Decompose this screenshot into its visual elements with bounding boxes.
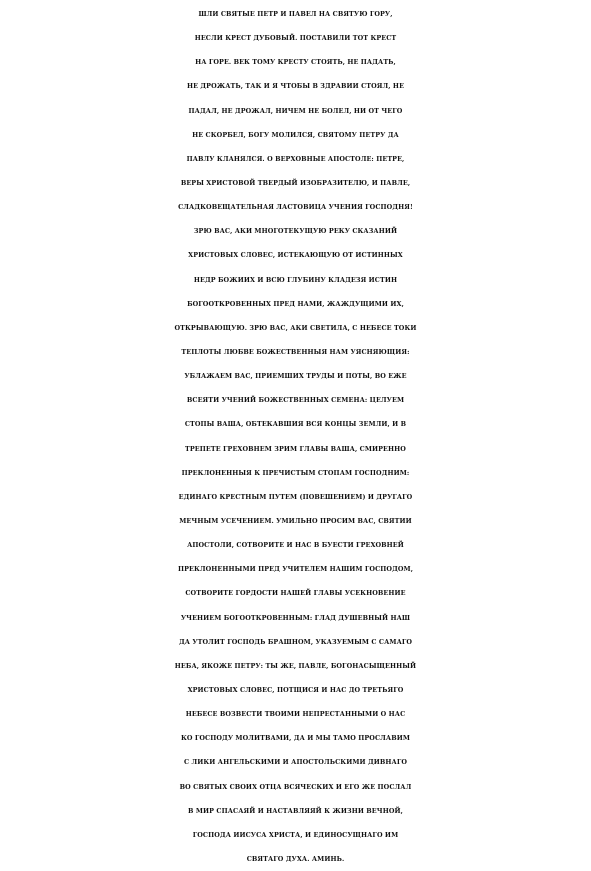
text-line: ЕДИНАГО КРЕСТНЫМ ПУТЕМ (ПОВЕШЕНИЕМ) И ДРУГАГО [178, 492, 413, 501]
text-line: СТОПЫ ВАША, ОБТЕКАВШИЯ ВСЯ КОНЦЫ ЗЕМЛИ, И В [184, 420, 407, 429]
text-line: СЛАДКОВЕЩАТЕЛЬНАЯ ЛАСТОВИЦА УЧЕНИЯ ГОСПОДНЯ! [178, 203, 413, 212]
text-line: ВО СВЯТЫХ СВОИХ ОТЦА ВСЯЧЕСКИХ И ЕГО ЖЕ ПОСЛАЛ [179, 782, 412, 791]
text-line: УЧЕНИЕМ БОГООТКРОВЕННЫМ: ГЛАД ДУШЕВНЫЙ НАШ [180, 613, 411, 622]
text-line: ШЛИ СВЯТЫЕ ПЕТР И ПАВЕЛ НА СВЯТУЮ ГОРУ, [198, 10, 393, 18]
text-line: НЕСЛИ КРЕСТ ДУБОВЫЙ. ПОСТАВИЛИ ТОТ КРЕСТ [194, 34, 397, 43]
text-line: ПАДАЛ, НЕ ДРОЖАЛ, НИЧЕМ НЕ БОЛЕЛ, НИ ОТ ЧЕГО [188, 106, 403, 115]
text-line: ГОСПОДА ИИСУСА ХРИСТА, И ЕДИНОСУЩНАГО ИМ [192, 830, 399, 839]
text-line: ХРИСТОВЫХ СЛОВЕС, ПОТЩИСЯ И НАС ДО ТРЕТЬЯГО [187, 685, 404, 694]
text-line: НЕ ДРОЖАТЬ, ТАК И Я ЧТОБЫ В ЗДРАВИИ СТОЯЛ, НЕ [186, 82, 405, 91]
text-line: СВЯТАГО ДУХА. АМИНЬ. [246, 854, 345, 863]
text-line: УБЛАЖАЕМ ВАС, ПРИЕМШИХ ТРУДЫ И ПОТЫ, ВО ЕЖЕ [184, 372, 407, 381]
text-line: В МИР СПАСАЯЙ И НАСТАВЛЯЯЙ К ЖИЗНИ ВЕЧНОЙ, [188, 806, 403, 815]
text-line: НА ГОРЕ. ВЕК ТОМУ КРЕСТУ СТОЯТЬ, НЕ ПАДАТЬ, [195, 58, 396, 67]
text-line: КО ГОСПОДУ МОЛИТВАМИ, ДА И МЫ ТАМО ПРОСЛАВИМ [180, 734, 411, 743]
text-line: МЕЧНЫМ УСЕЧЕНИЕМ. УМИЛЬНО ПРОСИМ ВАС, СВЯТИИ [179, 516, 412, 525]
text-line: ПРЕКЛОНЕННЫМИ ПРЕД УЧИТЕЛЕМ НАШИМ ГОСПОДОМ, [177, 565, 414, 574]
text-line: БОГООТКРОВЕННЫХ ПРЕД НАМИ, ЖАЖДУЩИМИ ИХ, [187, 299, 404, 308]
text-line: НЕ СКОРБЕЛ, БОГУ МОЛИЛСЯ, СВЯТОМУ ПЕТРУ ДА [192, 130, 399, 139]
text-line: ДА УТОЛИТ ГОСПОДЬ БРАШНОМ, УКАЗУЕМЫМ С САМАГО [178, 637, 413, 646]
text-line: ХРИСТОВЫХ СЛОВЕС, ИСТЕКАЮЩУЮ ОТ ИСТИННЫХ [188, 251, 403, 260]
text-line: ПРЕКЛОНЕННЫЯ К ПРЕЧИСТЫМ СТОПАМ ГОСПОДНИМ: [181, 468, 410, 477]
text-line: ОТКРЫВАЮЩУЮ. ЗРЮ ВАС, АКИ СВЕТИЛА, С НЕБЕСЕ ТОКИ [174, 323, 417, 332]
text-line: ТРЕПЕТЕ ГРЕХОВНЕМ ЗРИМ ГЛАВЫ ВАША, СМИРЕННО [185, 444, 406, 453]
text-line: АПОСТОЛИ, СОТВОРИТЕ И НАС В БУЕСТИ ГРЕХОВНЕЙ [187, 541, 404, 550]
text-line: ПАВЛУ КЛАНЯЛСЯ. О ВЕРХОВНЫЕ АПОСТОЛЕ: ПЕТРЕ, [186, 154, 405, 163]
text-line: НЕБЕСЕ ВОЗВЕСТИ ТВОИМИ НЕПРЕСТАННЫМИ О НАС [185, 710, 406, 719]
text-line: ТЕПЛОТЫ ЛЮБВЕ БОЖЕСТВЕННЫЯ НАМ УЯСНЯЮЩИЯ: [181, 347, 410, 356]
text-line: ВСЕЯТИ УЧЕНИЙ БОЖЕСТВЕННЫХ СЕМЕНА: ЦЕЛУЕМ [186, 396, 405, 405]
text-line: НЕДР БОЖИИХ И ВСЮ ГЛУБИНУ КЛАДЕЗЯ ИСТИН [193, 275, 398, 284]
text-line: ЗРЮ ВАС, АКИ МНОГОТЕКУЩУЮ РЕКУ СКАЗАНИЙ [193, 227, 398, 236]
text-line: НЕБА, ЯКОЖЕ ПЕТРУ: ТЫ ЖЕ, ПАВЛЕ, БОГОНАСЫЩЕННЫЙ [174, 661, 417, 670]
text-line: СОТВОРИТЕ ГОРДОСТИ НАШЕЙ ГЛАВЫ УСЕКНОВЕНИЕ [185, 589, 406, 598]
text-line: ВЕРЫ ХРИСТОВОЙ ТВЕРДЫЙ ИЗОБРАЗИТЕЛЮ, И ПАВЛЕ, [180, 178, 411, 187]
text-line: С ЛИКИ АНГЕЛЬСКИМИ И АПОСТОЛЬСКИМИ ДИВНАГО [183, 758, 408, 767]
